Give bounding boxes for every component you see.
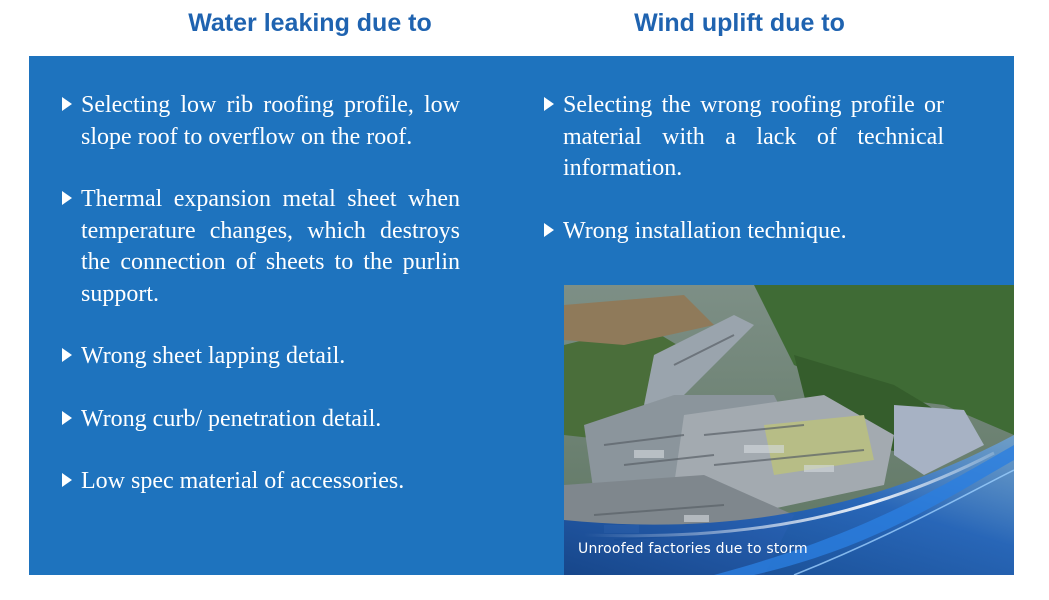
bullet-triangle-icon — [62, 348, 72, 362]
wind-uplift-heading: Wind uplift due to — [634, 9, 845, 37]
bullet-triangle-icon — [62, 191, 72, 205]
water-leaking-heading: Water leaking due to — [188, 9, 432, 37]
bullet-triangle-icon — [62, 411, 72, 425]
bullet-triangle-icon — [62, 97, 72, 111]
list-item-text: Selecting low rib roofing profile, low slope roof to overflow on the roof. — [81, 92, 460, 150]
list-item-text: Wrong installation technique. — [563, 217, 847, 244]
list-item-text: Wrong sheet lapping detail. — [81, 343, 346, 369]
bullet-triangle-icon — [62, 473, 72, 487]
bullet-triangle-icon — [544, 223, 554, 237]
list-item — [62, 466, 460, 498]
wind-uplift-list — [544, 90, 944, 278]
storm-damage-photo — [564, 285, 1014, 575]
water-leaking-list — [62, 90, 460, 529]
list-item-text: Thermal expansion metal sheet when temperature changes, which destroys the connection of sheets to the purlin support. — [81, 186, 460, 307]
list-item-text: Selecting the wrong roofing profile or material with a lack of technical information. — [563, 92, 944, 181]
list-item-text: Low spec material of accessories. — [81, 468, 405, 494]
list-item — [62, 341, 460, 373]
list-item-text: Wrong curb/ penetration detail. — [81, 405, 382, 432]
list-item — [544, 90, 944, 185]
photo-caption: Unroofed factories due to storm — [578, 541, 808, 557]
list-item — [62, 90, 460, 153]
list-item — [544, 216, 944, 248]
list-item — [62, 184, 460, 310]
list-item — [62, 404, 460, 436]
bullet-triangle-icon — [544, 97, 554, 111]
